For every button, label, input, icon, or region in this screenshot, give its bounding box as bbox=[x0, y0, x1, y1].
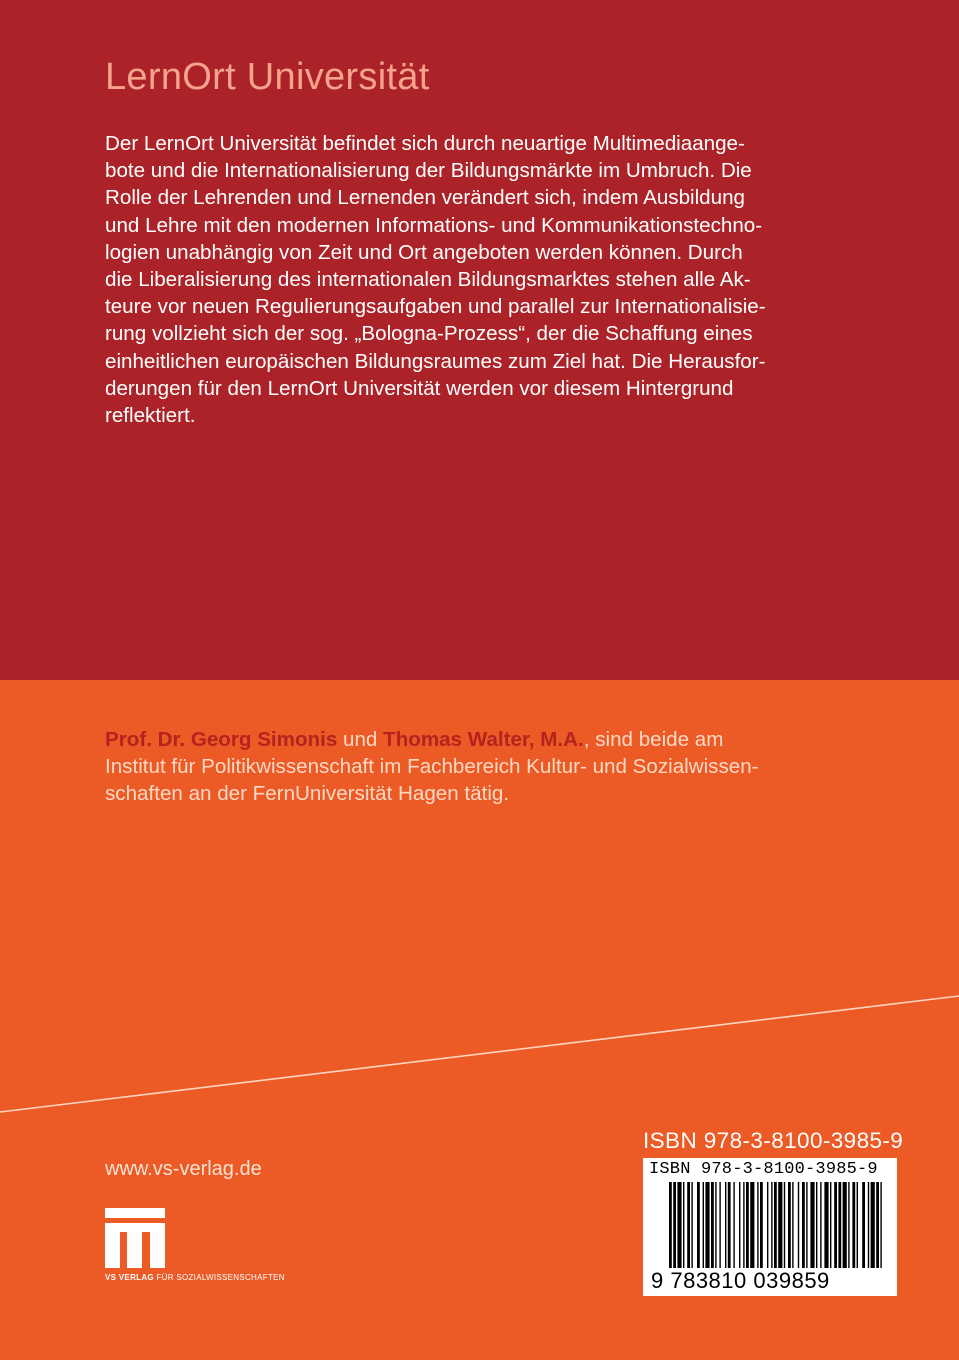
author-line-3: schaften an der FernUniversität Hagen tätig. bbox=[105, 782, 510, 806]
blurb-line: Rolle der Lehrenden und Lernenden verändert sich, indem Ausbildung bbox=[105, 186, 745, 210]
website-link[interactable]: www.vs-verlag.de bbox=[105, 1158, 262, 1180]
barcode-bar bbox=[810, 1182, 814, 1268]
barcode-bar bbox=[868, 1182, 869, 1268]
barcode-bar bbox=[778, 1182, 782, 1268]
diagonal-divider bbox=[0, 960, 959, 1120]
publisher-name: VS VERLAG FÜR SOZIALWISSENSCHAFTEN bbox=[105, 1273, 285, 1282]
barcode-bar bbox=[798, 1182, 799, 1268]
barcode-bar bbox=[802, 1182, 805, 1268]
barcode-bar bbox=[739, 1182, 740, 1268]
barcode-bar bbox=[750, 1182, 754, 1268]
barcode-bar bbox=[824, 1182, 828, 1268]
barcode-bar bbox=[848, 1182, 849, 1268]
barcode-bar bbox=[834, 1182, 837, 1268]
author-name-2: Thomas Walter, M.A. bbox=[383, 728, 584, 751]
barcode-bar bbox=[760, 1182, 763, 1268]
author-line-1-rest: , sind beide am bbox=[583, 728, 724, 751]
blurb-line: teure vor neuen Regulierungsaufgaben und parallel zur Internationalisie- bbox=[105, 295, 766, 319]
blurb-line: reflektiert. bbox=[105, 404, 196, 428]
barcode-bar bbox=[857, 1182, 858, 1268]
barcode-bar bbox=[677, 1182, 681, 1268]
barcode-bar bbox=[683, 1182, 684, 1268]
blurb-line: und Lehre mit den modernen Informations- und Kommunikationstechno- bbox=[105, 213, 763, 237]
barcode-bar bbox=[830, 1182, 831, 1268]
barcode-bar bbox=[746, 1182, 749, 1268]
barcode-bar bbox=[691, 1182, 692, 1268]
barcode-bar bbox=[806, 1182, 807, 1268]
author-connector: und bbox=[337, 728, 384, 751]
barcode-bar bbox=[880, 1182, 881, 1268]
blurb-line: derungen für den LernOrt Universität werden vor diesem Hintergrund bbox=[105, 376, 734, 400]
blurb-line: einheitlichen europäischen Bildungsraumes zum Ziel hat. Die Herausfor- bbox=[105, 349, 766, 373]
blurb-line: Der LernOrt Universität befindet sich durch neuartige Multimediaange- bbox=[105, 132, 745, 155]
barcode-bar bbox=[784, 1182, 785, 1268]
barcode bbox=[643, 1158, 897, 1296]
barcode-bar bbox=[743, 1182, 744, 1268]
author-line-2: Institut für Politikwissenschaft im Fachbereich Kultur- und Sozialwissen- bbox=[105, 755, 759, 779]
barcode-bar bbox=[843, 1182, 847, 1268]
book-title: LernOrt Universität bbox=[105, 56, 430, 98]
author-info bbox=[105, 726, 865, 808]
blurb-line: logien unabhängig von Zeit und Ort angeboten werden können. Durch bbox=[105, 240, 743, 264]
barcode-bar bbox=[703, 1182, 704, 1268]
isbn-label: ISBN 978-3-8100-3985-9 bbox=[643, 1128, 904, 1153]
barcode-isbn-text: ISBN 978-3-8100-3985-9 bbox=[649, 1160, 878, 1179]
barcode-bar bbox=[673, 1182, 676, 1268]
barcode-bar bbox=[862, 1182, 865, 1268]
barcode-bar bbox=[719, 1182, 720, 1268]
barcode-bar bbox=[669, 1182, 672, 1268]
barcode-bar bbox=[792, 1182, 793, 1268]
barcode-bar bbox=[767, 1182, 768, 1268]
barcode-bar bbox=[715, 1182, 716, 1268]
barcode-bar bbox=[774, 1182, 777, 1268]
barcode-bar bbox=[725, 1182, 726, 1268]
barcode-bar bbox=[733, 1182, 734, 1268]
barcode-bar bbox=[728, 1182, 731, 1268]
barcode-bar bbox=[687, 1182, 690, 1268]
barcode-bar bbox=[711, 1182, 714, 1268]
barcode-bar bbox=[852, 1182, 855, 1268]
author-name-1: Prof. Dr. Georg Simonis bbox=[105, 728, 338, 751]
barcode-bar bbox=[757, 1182, 758, 1268]
barcode-bar bbox=[816, 1182, 817, 1268]
blurb-line: rung vollzieht sich der sog. „Bologna-Prozess“, der die Schaffung eines bbox=[105, 322, 753, 346]
blurb-line: bote und die Internationalisierung der Bildungsmärkte im Umbruch. Die bbox=[105, 159, 752, 183]
barcode-bar bbox=[871, 1182, 875, 1268]
barcode-bar bbox=[838, 1182, 841, 1268]
book-blurb bbox=[105, 130, 865, 429]
author-line-1 bbox=[105, 726, 865, 753]
blurb-line: die Liberalisierung des internationalen Bildungsmarktes stehen alle Ak- bbox=[105, 268, 751, 292]
barcode-bar bbox=[697, 1182, 700, 1268]
barcode-bar bbox=[876, 1182, 879, 1268]
vs-verlag-logo-icon bbox=[105, 1208, 165, 1268]
barcode-ean-digits: 9 783810 039859 bbox=[651, 1268, 830, 1293]
barcode-bar bbox=[705, 1182, 709, 1268]
barcode-bar bbox=[820, 1182, 821, 1268]
barcode-bar bbox=[771, 1182, 772, 1268]
barcode-bar bbox=[788, 1182, 791, 1268]
